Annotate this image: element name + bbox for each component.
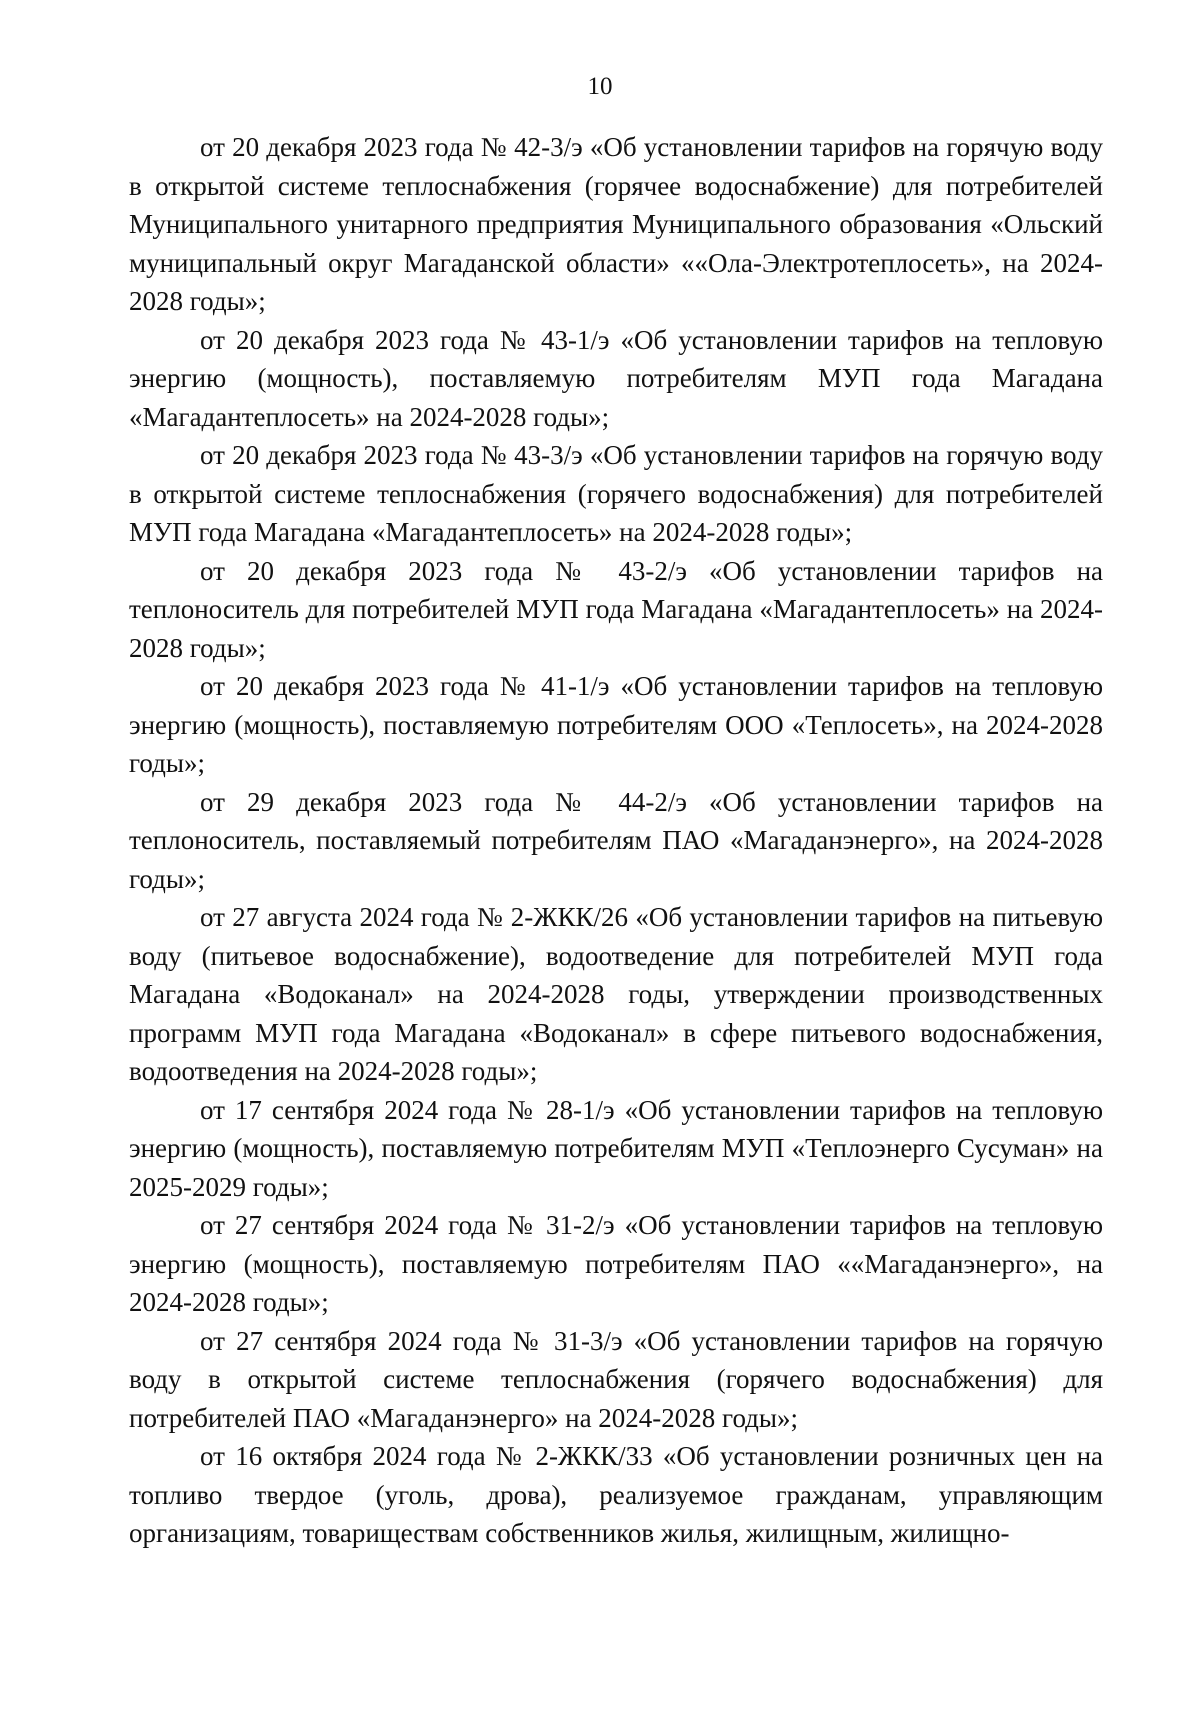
paragraph-6: от 29 декабря 2023 года № 44-2/э «Об установлении тарифов на теплоноситель, поставляемый потребителям ПАО «Магаданэнерго», на 2024-2028 годы»; <box>129 786 1103 894</box>
paragraph-5: от 20 декабря 2023 года № 41-1/э «Об установлении тарифов на тепловую энергию (мощность), поставляемую потребителям ООО «Теплосеть», на 2024-2028 годы»; <box>129 671 1103 778</box>
paragraph-2: от 20 декабря 2023 года № 43-1/э «Об установлении тарифов на тепловую энергию (мощность), поставляемую потребителям МУП года Магадана «Магадантеплосеть» на 2024-2028 годы»; <box>129 324 1103 432</box>
paragraph-8: от 17 сентября 2024 года № 28-1/э «Об установлении тарифов на тепловую энергию (мощность), поставляемую потребителям МУП «Теплоэнерго Сусуман» на 2025-2029 годы»; <box>129 1094 1103 1202</box>
page-number: 10 <box>587 73 613 100</box>
paragraph-7: от 27 августа 2024 года № 2-ЖКК/26 «Об установлении тарифов на питьевую воду (питьевое водоснабжение), водоотведение для потребителей МУП года Магадана «Водоканал» на 2024-2028 годы, утверждении производственных программ МУП года Магадана «Водоканал» в сфере питьевого водоснабжения, водоотведения на 2024-2028 годы»; <box>129 902 1103 1086</box>
paragraph-9: от 27 сентября 2024 года № 31-2/э «Об установлении тарифов на тепловую энергию (мощность), поставляемую потребителям ПАО ««Магаданэнерго», на 2024-2028 годы»; <box>129 1210 1103 1317</box>
document-body <box>129 128 1103 1553</box>
paragraph-3: от 20 декабря 2023 года № 43-3/э «Об установлении тарифов на горячую воду в открытой системе теплоснабжения (горячего водоснабжения) для потребителей МУП года Магадана «Магадантеплосеть» на 2024-2028 годы»; <box>129 440 1103 547</box>
paragraph-11: от 16 октября 2024 года № 2-ЖКК/33 «Об установлении розничных цен на топливо твердое (уголь, дрова), реализуемое гражданам, управляющим организациям, товариществам собственников жилья, жилищным, жилищно- <box>129 1441 1103 1548</box>
paragraph-10: от 27 сентября 2024 года № 31-3/э «Об установлении тарифов на горячую воду в открытой системе теплоснабжения (горячего водоснабжения) для потребителей ПАО «Магаданэнерго» на 2024-2028 годы»; <box>129 1325 1103 1433</box>
paragraph-1: от 20 декабря 2023 года № 42-3/э «Об установлении тарифов на горячую воду в открытой системе теплоснабжения (горячее водоснабжение) для потребителей Муниципального унитарного предприятия Муниципального образования «Ольский муниципальный округ Магаданской области» ««Ола-Электротеплосеть», на 2024-2028 годы»; <box>129 132 1103 316</box>
paragraph-4: от 20 декабря 2023 года № 43-2/э «Об установлении тарифов на теплоноситель для потребителей МУП года Магадана «Магадантеплосеть» на 2024-2028 годы»; <box>129 555 1103 663</box>
